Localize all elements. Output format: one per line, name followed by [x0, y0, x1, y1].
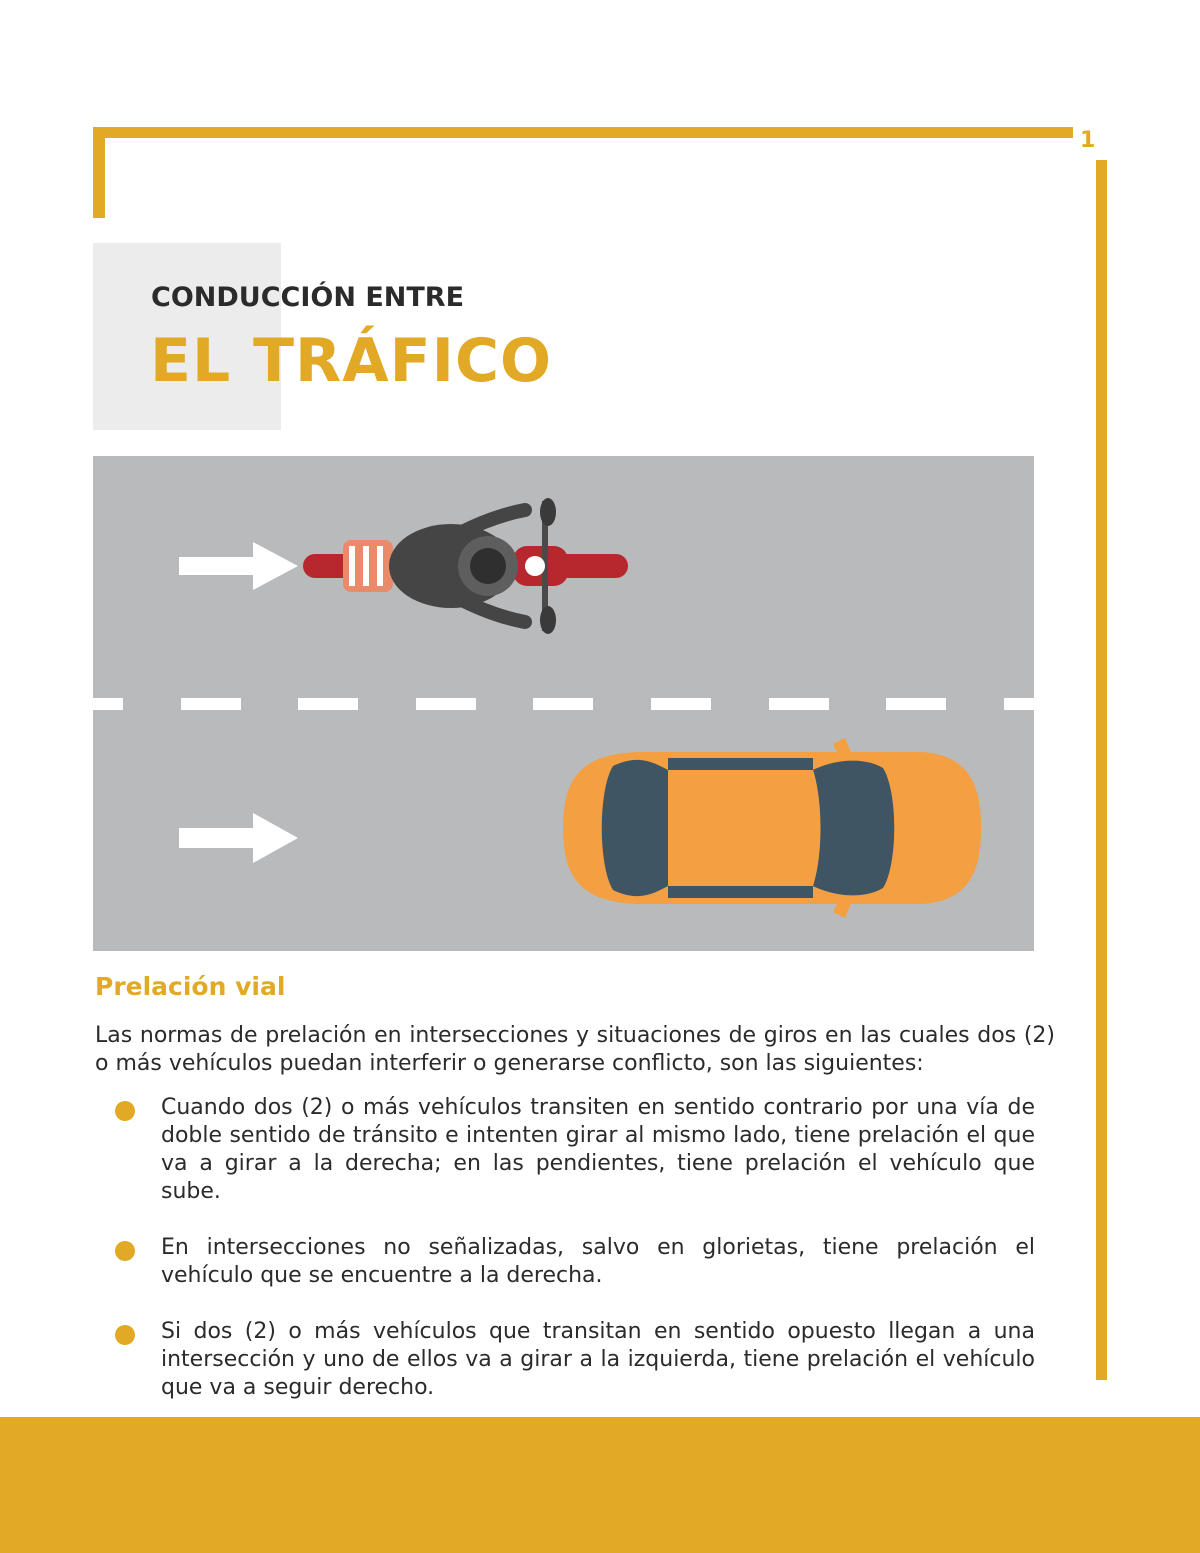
title-line-2: EL TRÁFICO — [150, 326, 553, 396]
bullet-icon — [115, 1241, 135, 1261]
section-heading: Prelación vial — [95, 972, 286, 1001]
list-item-text: Cuando dos (2) o más vehículos transiten en sentido contrario por una vía de doble sentido de tránsito e intenten girar al mismo lado, tiene prelación el que va a girar a la derecha; en las pendientes, tiene prelación el vehículo que sube. — [161, 1095, 1035, 1204]
intro-paragraph: Las normas de prelación en intersecciones y situaciones de giros en las cuales dos (2) o más vehículos puedan interferir o generarse conflicto, son las siguientes: — [95, 1023, 1055, 1076]
list-item-text: En intersecciones no señalizadas, salvo en glorietas, tiene prelación el vehículo que se encuentre a la derecha. — [161, 1235, 1035, 1288]
title-line-1: CONDUCCIÓN ENTRE — [151, 282, 465, 313]
list-item-text: Si dos (2) o más vehículos que transitan en sentido opuesto llegan a una intersección y uno de ellos va a girar a la izquierda, tiene prelación el vehículo que va a seguir derecho. — [161, 1319, 1035, 1400]
list-item — [95, 1094, 1035, 1206]
lane-divider — [93, 698, 1034, 710]
frame-top-bar — [93, 127, 1073, 138]
page-number: 1 — [1080, 128, 1096, 153]
rules-list — [95, 1094, 1035, 1430]
traffic-illustration — [93, 456, 1034, 951]
bullet-icon — [115, 1325, 135, 1345]
bullet-icon — [115, 1101, 135, 1121]
footer-band — [0, 1417, 1200, 1553]
list-item — [95, 1318, 1035, 1402]
frame-right-bar — [1096, 160, 1107, 1380]
frame-left-bar — [93, 127, 105, 218]
car-icon — [563, 738, 981, 918]
list-item — [95, 1234, 1035, 1290]
